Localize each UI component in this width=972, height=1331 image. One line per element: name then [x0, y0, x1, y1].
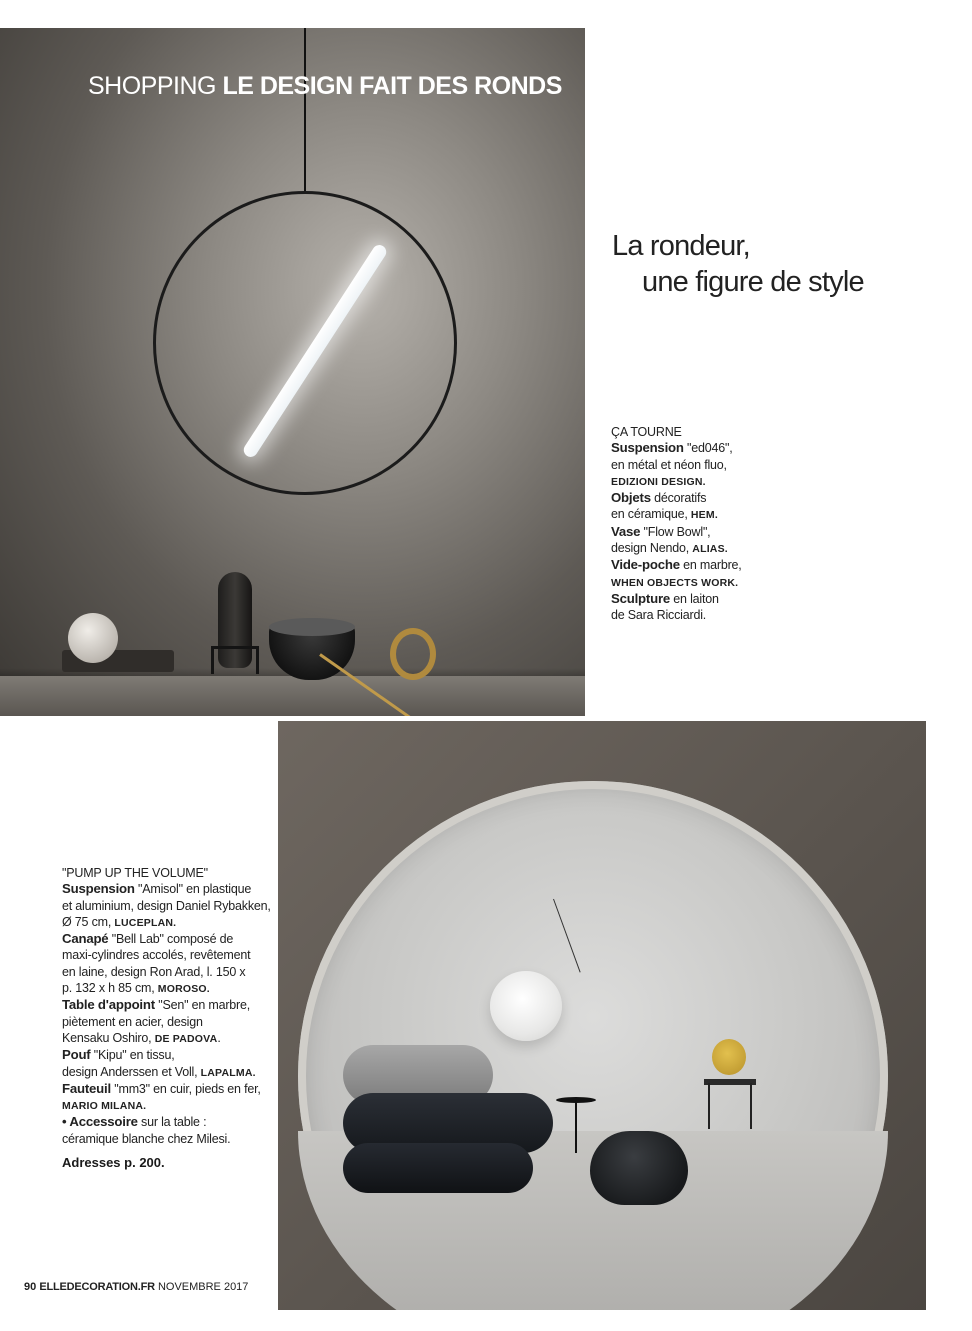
caption-text: p. 132 x h 85 cm, [62, 981, 158, 996]
caption-text: "Sen" en marbre, [154, 998, 251, 1013]
caption-text: céramique blanche chez Milesi. [62, 1131, 231, 1146]
product-name: Fauteuil [62, 1080, 111, 1096]
deck-line-2: une figure de style [642, 266, 864, 298]
caption-line [611, 524, 791, 540]
caption-rows [611, 440, 791, 623]
footer-site: ELLEDECORATION.FR [39, 1281, 155, 1293]
caption-line [62, 980, 282, 997]
page-headline [88, 72, 562, 101]
caption-line [62, 997, 282, 1013]
caption-text: "Kipu" en tissu, [90, 1048, 175, 1063]
caption-line [62, 898, 282, 914]
photo-bottom-living-room [278, 721, 926, 1310]
caption-rows [62, 881, 282, 1147]
side-table-leg [575, 1101, 577, 1153]
caption-line [62, 881, 282, 897]
caption-pump-up-the-volume [62, 865, 282, 1147]
page-footer [24, 1281, 248, 1293]
photo-top-pendant-lamp [0, 28, 585, 716]
headline-title: LE DESIGN FAIT DES RONDS [222, 72, 562, 100]
sofa-base [343, 1143, 533, 1193]
brand-name: WHEN OBJECTS WORK. [611, 576, 739, 589]
product-name: Pouf [62, 1047, 91, 1063]
brand-name: MARIO MILANA. [62, 1100, 147, 1113]
caption-text: sur la table : [137, 1115, 207, 1130]
caption-line [611, 540, 791, 557]
brand-name: DE PADOVA [154, 1032, 218, 1045]
caption-text: en céramique, [611, 507, 691, 522]
caption-text: "Flow Bowl", [640, 524, 711, 539]
caption-text: "Bell Lab" composé de [108, 932, 234, 947]
shelf [0, 676, 585, 716]
product-name: Vase [611, 523, 641, 539]
vase-stand [211, 646, 259, 674]
armchair-leg [708, 1083, 710, 1129]
brass-ring-sculpture [390, 628, 436, 680]
headline-section: SHOPPING [88, 72, 216, 100]
caption-line [62, 931, 282, 947]
pouf [590, 1131, 688, 1205]
product-name: Table d'appoint [62, 997, 155, 1013]
product-name: Objets [611, 490, 651, 506]
caption-text: "Amisol" en plastique [134, 882, 252, 897]
brand-name: ALIAS. [692, 543, 728, 556]
brand-name: LUCEPLAN. [114, 916, 177, 929]
product-name: Canapé [62, 931, 109, 947]
addresses-reference: Adresses p. 200. [62, 1155, 165, 1170]
product-name: Sculpture [611, 590, 671, 606]
brand-name: LAPALMA. [200, 1066, 256, 1079]
caption-text: en laiton [670, 591, 719, 606]
caption-text: en marbre, [679, 558, 742, 573]
product-name: Suspension [611, 440, 684, 456]
brand-name: MOROSO. [157, 983, 210, 996]
caption-line [611, 490, 791, 506]
caption-line [611, 574, 791, 591]
armchair-back [712, 1039, 746, 1075]
caption-line [62, 947, 282, 963]
caption-line [611, 440, 791, 456]
marble-bowl-rim [269, 618, 355, 636]
brand-name: HEM. [690, 509, 718, 522]
footer-issue: NOVEMBRE 2017 [157, 1281, 249, 1293]
caption-heading: "PUMP UP THE VOLUME" [62, 866, 208, 880]
armchair-leg [750, 1083, 752, 1129]
caption-line [62, 914, 282, 931]
pendant-ring [153, 191, 457, 495]
caption-text: design Anderssen et Voll, [62, 1064, 201, 1079]
caption-line [611, 457, 791, 473]
caption-line [611, 557, 791, 573]
caption-heading: ÇA TOURNE [611, 425, 682, 439]
caption-line [62, 1081, 282, 1097]
caption-line [611, 591, 791, 607]
page-number: 90 [24, 1281, 37, 1293]
pendant-cord [304, 28, 306, 191]
product-name: Vide-poche [611, 557, 680, 573]
caption-text: en laine, design Ron Arad, l. 150 x [62, 964, 246, 979]
product-name: Suspension [62, 881, 135, 897]
caption-text: "ed046", [683, 441, 733, 456]
armchair-seat [704, 1079, 756, 1085]
caption-line [62, 1064, 282, 1081]
brand-name: EDIZIONI DESIGN. [611, 475, 706, 488]
caption-line [62, 1047, 282, 1063]
caption-text: en métal et néon fluo, [611, 457, 727, 472]
caption-ca-tourne [611, 424, 791, 624]
caption-text: décoratifs [650, 491, 707, 506]
deck-line-1: La rondeur, [612, 230, 750, 262]
caption-line [62, 1030, 282, 1047]
caption-text: de Sara Ricciardi. [611, 608, 707, 623]
caption-text: maxi-cylindres accolés, revêtement [62, 948, 251, 963]
caption-line [62, 1114, 282, 1130]
caption-text: Ø 75 cm, [62, 914, 115, 929]
caption-text: Kensaku Oshiro, [62, 1030, 155, 1045]
caption-text: . [217, 1030, 221, 1045]
caption-line [611, 607, 791, 623]
deck-heading [612, 228, 864, 300]
amisol-lamp [490, 971, 562, 1041]
caption-text: et aluminium, design Daniel Rybakken, [62, 898, 271, 913]
product-name: • Accessoire [62, 1114, 138, 1130]
caption-line [62, 1014, 282, 1030]
caption-text: piètement en acier, design [62, 1014, 203, 1029]
caption-line [62, 1097, 282, 1114]
caption-line [62, 964, 282, 980]
caption-text: "mm3" en cuir, pieds en fer, [110, 1081, 261, 1096]
caption-line [611, 473, 791, 490]
caption-line [611, 506, 791, 523]
ceramic-sphere [68, 613, 118, 663]
caption-line [62, 1131, 282, 1147]
caption-text: design Nendo, [611, 541, 693, 556]
